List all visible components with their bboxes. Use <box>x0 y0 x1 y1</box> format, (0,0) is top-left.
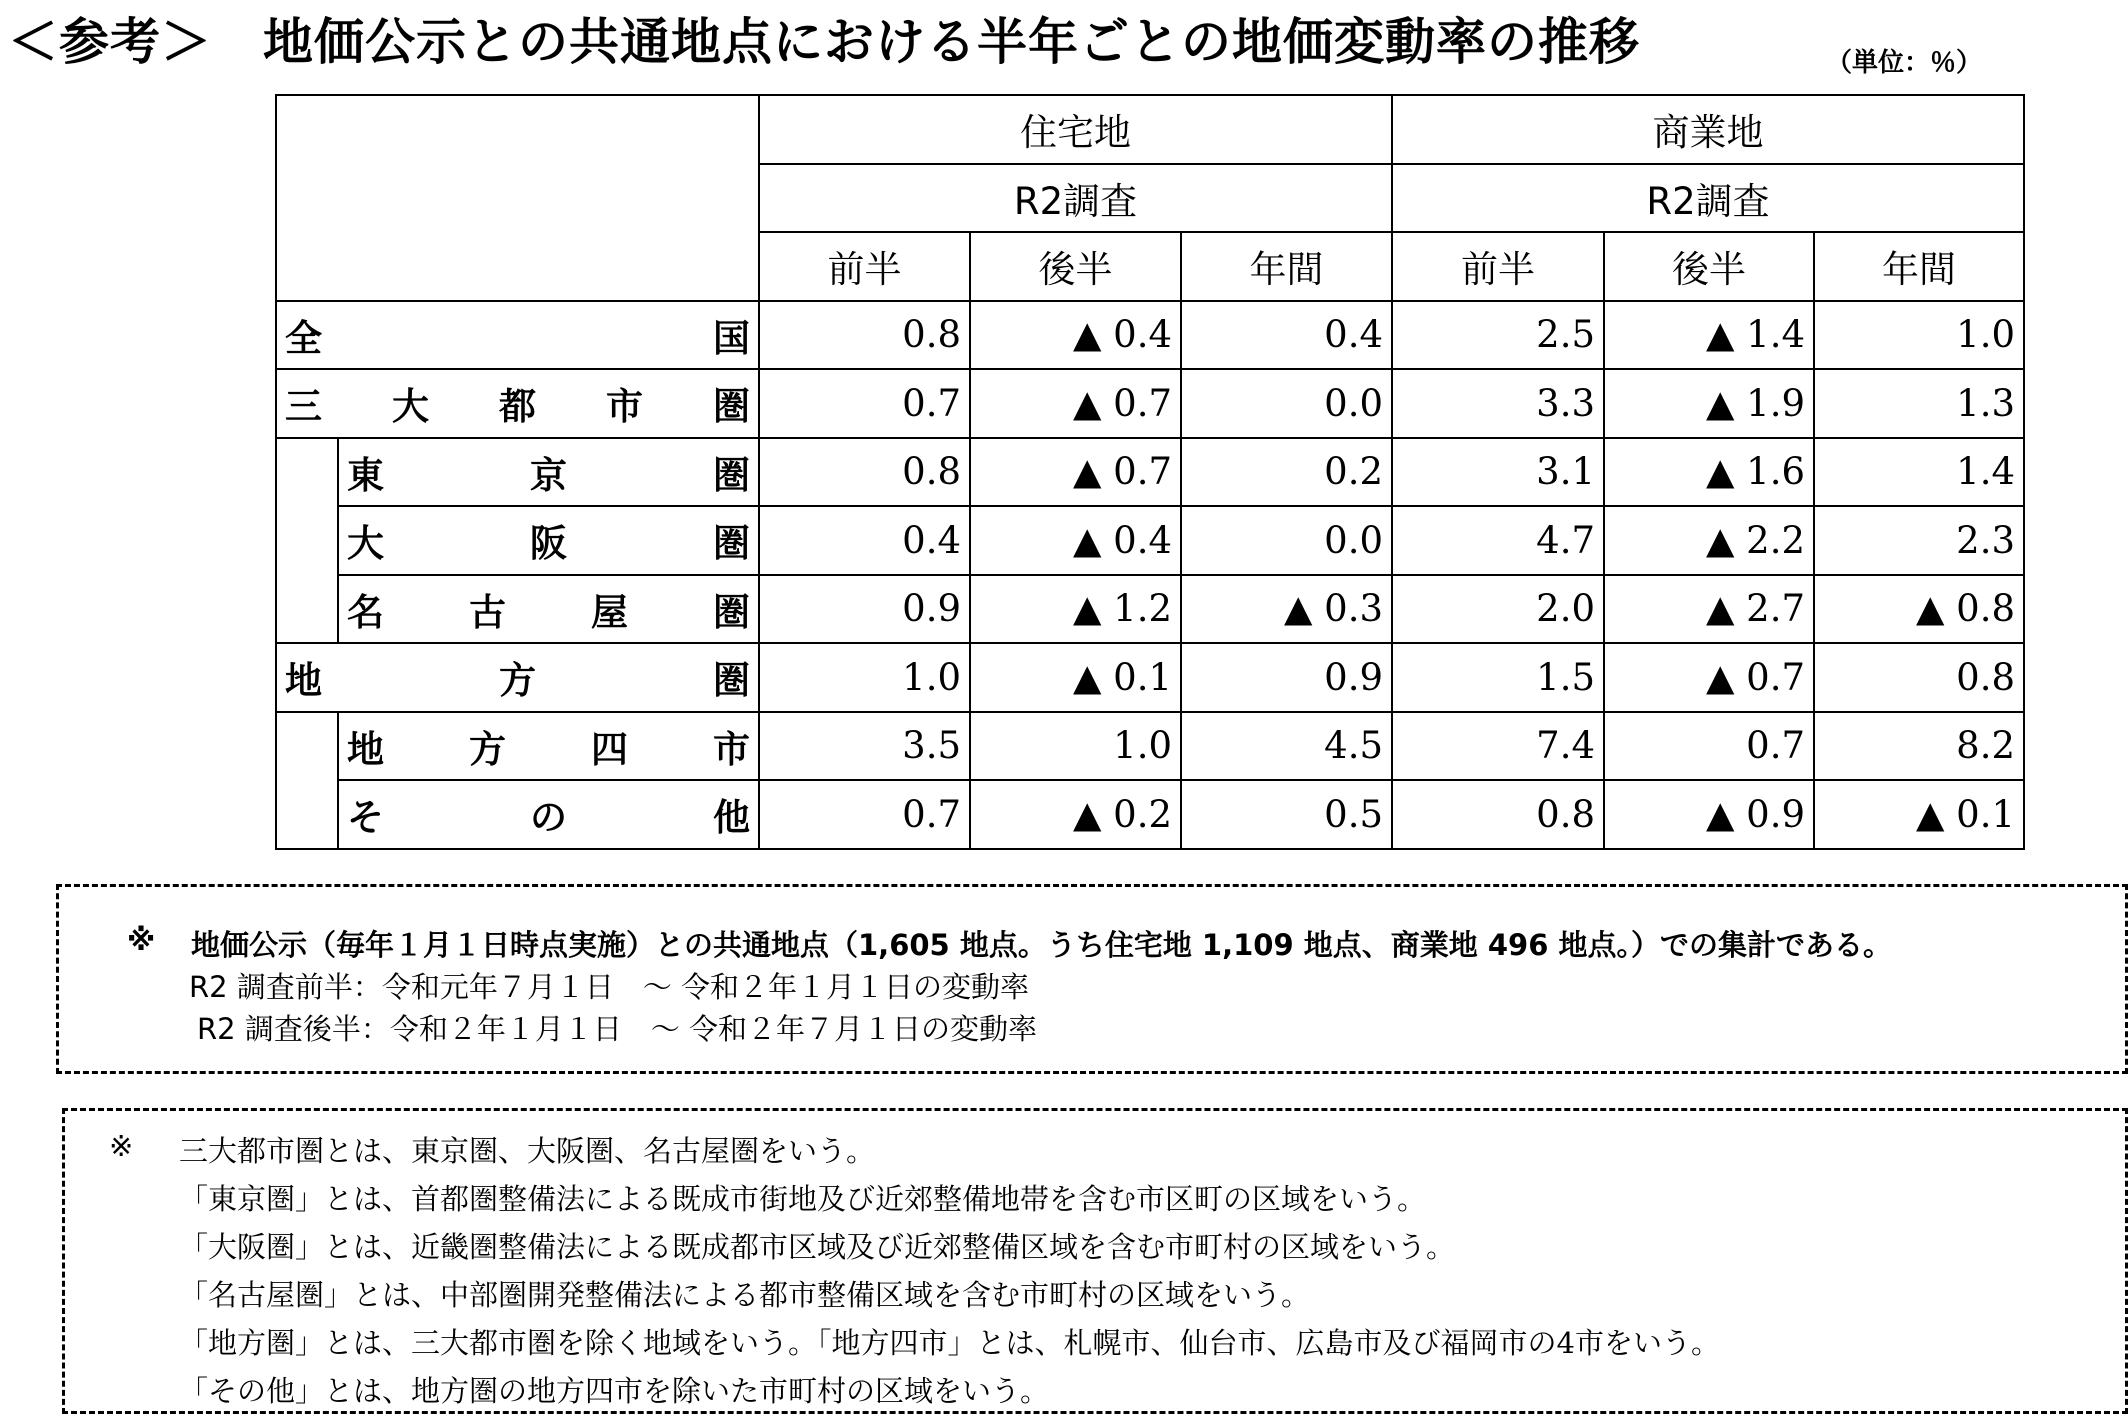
rate-value: ▲ 0.7 <box>970 438 1181 507</box>
table-row <box>276 438 2024 507</box>
region-name-char: 国 <box>713 316 750 360</box>
table-row <box>276 301 2024 370</box>
region-name-char: 圏 <box>713 659 750 703</box>
rate-value: ▲ 0.7 <box>1604 643 1814 712</box>
period-header: 年間 <box>1814 232 2024 301</box>
table-row <box>276 575 2024 644</box>
rate-value: ▲ 0.8 <box>1814 575 2024 644</box>
rate-value: 0.9 <box>759 575 970 644</box>
period-header: 前半 <box>759 232 970 301</box>
region-name-char: 方 <box>469 727 506 771</box>
rate-value: ▲ 0.7 <box>970 369 1181 438</box>
table-row <box>276 369 2024 438</box>
rate-value: ▲ 2.2 <box>1604 506 1814 575</box>
region-name-char: 圏 <box>713 385 750 429</box>
region-name-char: 大 <box>392 385 429 429</box>
rate-value: 0.4 <box>759 506 970 575</box>
rate-value: 7.4 <box>1392 712 1604 781</box>
sub-region-name <box>338 506 759 575</box>
region-name-char: 市 <box>713 727 750 771</box>
rate-value: 0.0 <box>1181 369 1392 438</box>
rate-value: 3.5 <box>759 712 970 781</box>
rate-value: ▲ 0.1 <box>1814 780 2024 849</box>
rate-value: 3.1 <box>1392 438 1604 507</box>
note-box-survey <box>56 884 2128 1074</box>
definition-line: 「その他」とは、地方圏の地方四市を除いた市町村の区域をいう。 <box>179 1374 1050 1408</box>
period-header: 後半 <box>1604 232 1814 301</box>
rate-value: ▲ 0.9 <box>1604 780 1814 849</box>
region-name-char: 屋 <box>591 590 628 634</box>
region-name-char: 圏 <box>713 590 750 634</box>
rate-value: 8.2 <box>1814 712 2024 781</box>
region-name-char: 古 <box>469 590 506 634</box>
region-name-char: 全 <box>285 316 322 360</box>
rate-value: ▲ 0.4 <box>970 506 1181 575</box>
region-name-char: 四 <box>591 727 628 771</box>
rate-value: 0.7 <box>759 369 970 438</box>
region-name-char: 都 <box>499 385 536 429</box>
region-name-char: 名 <box>347 590 384 634</box>
rate-value: 0.8 <box>759 438 970 507</box>
definition-line: 「大阪圏」とは、近畿圏整備法による既成都市区域及び近郊整備区域を含む市町村の区域をいう。 <box>179 1230 1456 1264</box>
region-name-char: 京 <box>530 453 567 497</box>
rate-value: 1.0 <box>970 712 1181 781</box>
rate-value: 4.5 <box>1181 712 1392 781</box>
region-name-char: そ <box>347 796 384 840</box>
sub-region-name <box>338 575 759 644</box>
group-header-commercial: 商業地 <box>1392 95 2024 164</box>
note-box-definitions <box>62 1108 2128 1414</box>
sub-region-name <box>338 438 759 507</box>
rate-value: ▲ 2.7 <box>1604 575 1814 644</box>
rate-value: 3.3 <box>1392 369 1604 438</box>
period-header: 前半 <box>1392 232 1604 301</box>
region-name-char: 東 <box>347 453 384 497</box>
rate-value: 0.0 <box>1181 506 1392 575</box>
sub-region-name <box>338 780 759 849</box>
region-name-char: 圏 <box>713 522 750 566</box>
region-name-char: 方 <box>499 659 536 703</box>
rate-value: 0.8 <box>1814 643 2024 712</box>
rate-value: 1.3 <box>1814 369 2024 438</box>
definition-line: 「名古屋圏」とは、中部圏開発整備法による都市整備区域を含む市町村の区域をいう。 <box>179 1278 1311 1312</box>
region-name-char: 三 <box>285 385 322 429</box>
rate-value: 1.0 <box>1814 301 2024 370</box>
header-row-group <box>276 95 2024 164</box>
region-name-char: 阪 <box>530 522 567 566</box>
period-header: 後半 <box>970 232 1181 301</box>
region-name-char: 圏 <box>713 453 750 497</box>
definition-line: 三大都市圏とは、東京圏、大阪圏、名古屋圏をいう。 <box>179 1134 876 1168</box>
group-header-residential: 住宅地 <box>759 95 1392 164</box>
rate-value: ▲ 0.1 <box>970 643 1181 712</box>
survey-header-residential: R2調査 <box>759 164 1392 233</box>
note-mark: ※ <box>109 1129 134 1163</box>
region-name-char: 地 <box>347 727 384 771</box>
rate-value: 0.7 <box>759 780 970 849</box>
region-name <box>276 301 759 370</box>
region-name-char: の <box>530 796 567 840</box>
rate-value: ▲ 1.2 <box>970 575 1181 644</box>
definition-line: 「東京圏」とは、首都圏整備法による既成市街地及び近郊整備地帯を含む市区町の区域をいう。 <box>179 1182 1427 1216</box>
rate-value: 2.5 <box>1392 301 1604 370</box>
rate-value: 0.8 <box>1392 780 1604 849</box>
rate-value: 2.3 <box>1814 506 2024 575</box>
corner-cell <box>276 95 759 301</box>
note-first-half: R2 調査前半：令和元年７月１日 ～ 令和２年１月１日の変動率 <box>189 970 1030 1004</box>
unit-label: （単位：％） <box>1826 48 1983 78</box>
rate-value: 1.0 <box>759 643 970 712</box>
table-row <box>276 780 2024 849</box>
region-name-char: 他 <box>713 796 750 840</box>
note-second-half: R2 調査後半：令和２年１月１日 ～ 令和２年７月１日の変動率 <box>197 1012 1038 1046</box>
rate-value: 0.8 <box>759 301 970 370</box>
rate-value: 0.7 <box>1604 712 1814 781</box>
survey-header-commercial: R2調査 <box>1392 164 2024 233</box>
note-mark: ※ <box>127 923 156 957</box>
rate-value: 0.2 <box>1181 438 1392 507</box>
rate-value: 1.4 <box>1814 438 2024 507</box>
region-name-char: 市 <box>606 385 643 429</box>
region-name <box>276 369 759 438</box>
table-row <box>276 643 2024 712</box>
rate-value: 0.4 <box>1181 301 1392 370</box>
region-name-char: 地 <box>285 659 322 703</box>
rate-value: ▲ 0.3 <box>1181 575 1392 644</box>
page-title: ＜参考＞ 地価公示との共通地点における半年ごとの地価変動率の推移 <box>8 13 1640 71</box>
note-main-text: 地価公示（毎年１月１日時点実施）との共通地点（1,605 地点。うち住宅地 1,109 地点、商業地 496 地点。）での集計である。 <box>191 928 1892 962</box>
sub-region-name <box>338 712 759 781</box>
rate-value: ▲ 1.4 <box>1604 301 1814 370</box>
land-price-table <box>275 94 2025 850</box>
indent-spacer <box>276 438 338 644</box>
region-name-char: 大 <box>347 522 384 566</box>
rate-value: ▲ 1.6 <box>1604 438 1814 507</box>
rate-value: ▲ 1.9 <box>1604 369 1814 438</box>
table-row <box>276 712 2024 781</box>
rate-value: 2.0 <box>1392 575 1604 644</box>
region-name <box>276 643 759 712</box>
rate-value: 0.9 <box>1181 643 1392 712</box>
definition-line: 「地方圏」とは、三大都市圏を除く地域をいう。「地方四市」とは、札幌市、仙台市、広島市及び福岡市の4市をいう。 <box>179 1326 1720 1360</box>
period-header: 年間 <box>1181 232 1392 301</box>
rate-value: ▲ 0.4 <box>970 301 1181 370</box>
rate-value: 0.5 <box>1181 780 1392 849</box>
rate-value: 1.5 <box>1392 643 1604 712</box>
rate-value: ▲ 0.2 <box>970 780 1181 849</box>
rate-value: 4.7 <box>1392 506 1604 575</box>
indent-spacer <box>276 712 338 849</box>
table-row <box>276 506 2024 575</box>
